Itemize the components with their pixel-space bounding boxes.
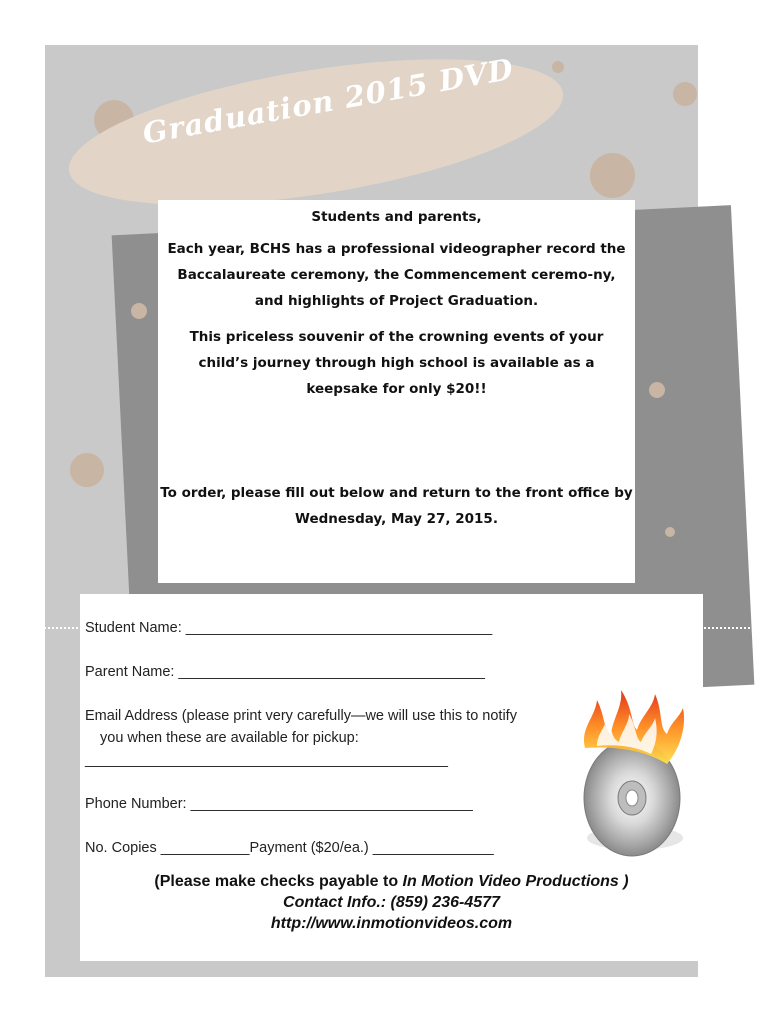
letter-paragraph-2: This priceless souvenir of the crowning events of your child’s journey through high school is available as a keepsake for only $20!! xyxy=(189,329,604,397)
decorative-dot xyxy=(131,303,147,319)
decorative-dot xyxy=(649,382,665,398)
letter-box xyxy=(158,200,635,583)
website-link[interactable]: http://www.inmotionvideos.com xyxy=(270,915,513,932)
decorative-dot xyxy=(552,61,564,73)
copies-payment-field[interactable]: No. Copies ___________Payment ($20/ea.) _______________ xyxy=(85,840,494,856)
email-label: Email Address (please print very carefully—we will use this to notify xyxy=(85,708,517,724)
email-field[interactable]: _____________________________________________ xyxy=(85,752,448,768)
flaming-dvd-icon xyxy=(575,688,690,863)
decorative-dot xyxy=(70,453,104,487)
email-label-continued: you when these are available for pickup: xyxy=(100,730,359,746)
decorative-dot xyxy=(590,153,635,198)
footer-contact xyxy=(80,871,703,934)
decorative-dot xyxy=(665,527,675,537)
parent-name-field[interactable]: Parent Name: ______________________________________ xyxy=(85,664,485,680)
student-name-field[interactable]: Student Name: ______________________________________ xyxy=(85,620,493,636)
page-title: Graduation 2015 DVD xyxy=(140,51,517,151)
greeting: Students and parents, xyxy=(311,209,482,225)
contact-info: Contact Info.: (859) 236-4577 xyxy=(283,894,500,911)
checks-payable-line xyxy=(80,871,703,892)
order-instructions: To order, please fill out below and return to the front office by Wednesday, May 27, 2015. xyxy=(160,485,633,527)
payee-name: In Motion Video Productions ) xyxy=(402,873,629,890)
letter-paragraph-1: Each year, BCHS has a professional videographer record the Baccalaureate ceremony, the Commencement ceremo-ny, and highlights of Project Graduation. xyxy=(167,241,626,309)
checks-payable-prefix: (Please make checks payable to xyxy=(154,873,399,890)
decorative-dot xyxy=(673,82,697,106)
phone-field[interactable]: Phone Number: ___________________________________ xyxy=(85,796,473,812)
